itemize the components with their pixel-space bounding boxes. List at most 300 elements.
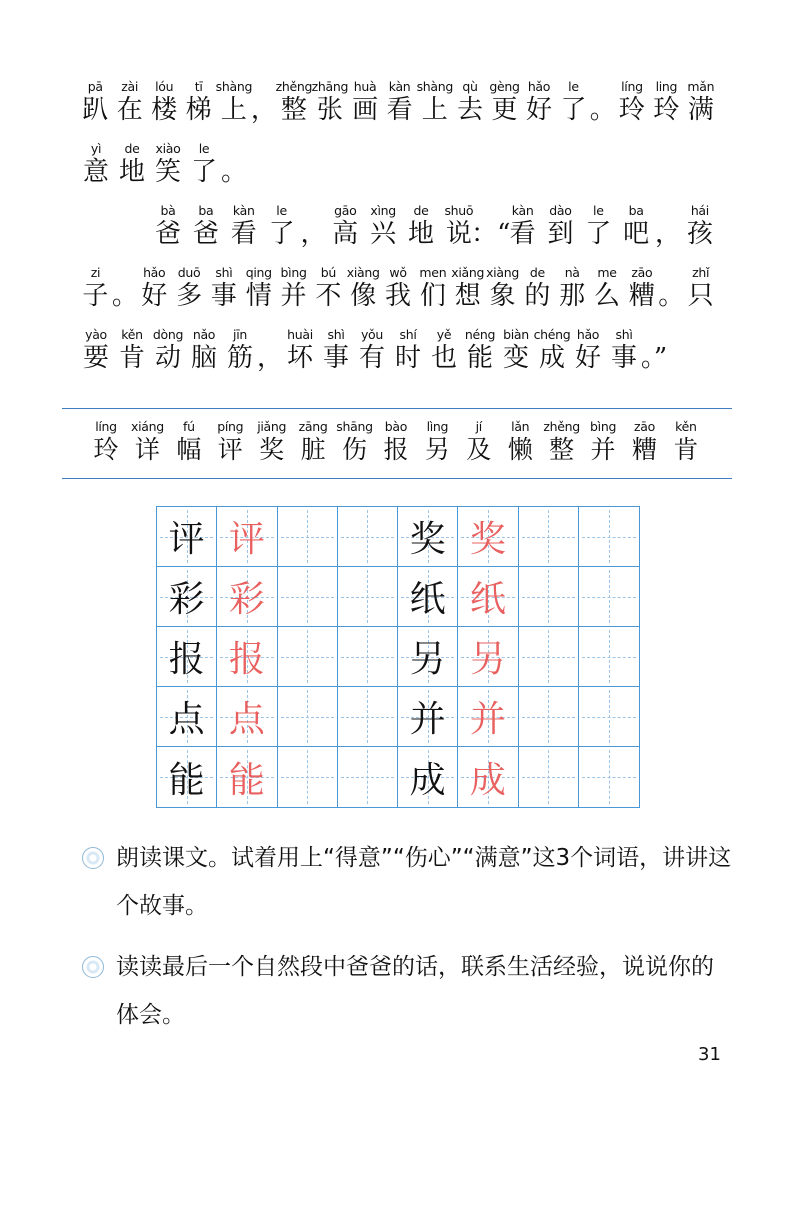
grid-cell (398, 627, 458, 687)
grid-cell (278, 567, 338, 627)
pinyin: tī (194, 79, 203, 94)
char-with-pinyin (624, 418, 664, 465)
punctuation (656, 202, 680, 264)
char-with-pinyin (500, 418, 540, 465)
char-with-pinyin (590, 264, 625, 326)
hanzi: 好 (574, 343, 601, 373)
char-with-pinyin (580, 202, 616, 264)
char-with-pinyin (264, 202, 300, 264)
grid-cell (579, 567, 639, 627)
punctuation (301, 202, 325, 264)
hanzi: 上 (421, 95, 448, 125)
pinyin: le (198, 141, 210, 156)
hanzi: 懒 (507, 435, 533, 464)
char-with-pinyin (485, 264, 520, 326)
pinyin: kàn (388, 79, 411, 94)
hanzi: 另 (424, 435, 450, 464)
char-with-pinyin (78, 264, 113, 326)
hanzi: 。 (589, 95, 616, 125)
hanzi: 评 (217, 435, 243, 464)
char-with-pinyin (226, 202, 262, 264)
char-with-pinyin (615, 78, 649, 140)
model-character: 彩 (168, 579, 205, 620)
pinyin: bào (384, 419, 408, 434)
question-icon (82, 847, 104, 869)
hanzi: 事 (210, 281, 237, 311)
char-with-pinyin (415, 264, 450, 326)
bottom-rule (62, 478, 732, 479)
hanzi: 时 (394, 343, 421, 373)
grid-cell (217, 627, 277, 687)
hanzi: 玲 (93, 435, 119, 464)
hanzi: ：“ (471, 219, 511, 249)
hanzi: 张 (316, 95, 343, 125)
hanzi: 。 (221, 157, 248, 187)
hanzi: 上 (220, 95, 247, 125)
punctuation (258, 326, 282, 388)
punctuation (222, 140, 246, 202)
char-with-pinyin (505, 202, 541, 264)
pinyin: duō (177, 265, 201, 280)
hanzi: 变 (502, 343, 529, 373)
grid-cell (217, 687, 277, 747)
grid-cell (458, 687, 518, 747)
story-text (78, 78, 718, 388)
trace-character: 点 (228, 699, 265, 740)
pinyin: kěn (121, 327, 143, 342)
char-with-pinyin (172, 264, 207, 326)
hanzi: 玲 (618, 95, 645, 125)
char-with-pinyin (169, 418, 209, 465)
grid-cell (338, 687, 398, 747)
hanzi: 孩 (686, 219, 713, 249)
question-1 (82, 834, 732, 930)
char-with-pinyin (498, 326, 534, 388)
punctuation (642, 326, 666, 388)
punctuation (113, 264, 137, 326)
pinyin: zāng (298, 419, 328, 434)
pinyin: shì (327, 327, 345, 342)
grid-cell (278, 747, 338, 807)
hanzi: 了 (268, 219, 295, 249)
punctuation (471, 202, 511, 264)
pinyin: zāo (633, 419, 655, 434)
hanzi: 要 (82, 343, 109, 373)
story-line (78, 326, 718, 388)
grid-cell (217, 747, 277, 807)
hanzi: 奖 (259, 435, 285, 464)
hanzi: 么 (594, 281, 621, 311)
char-with-pinyin (282, 326, 318, 388)
pinyin: nà (564, 265, 580, 280)
punctuation (591, 78, 615, 140)
grid-cell (338, 507, 398, 567)
hanzi: 像 (350, 281, 377, 311)
hanzi: 那 (559, 281, 586, 311)
hanzi: 成 (538, 343, 565, 373)
char-with-pinyin (147, 78, 181, 140)
pinyin: kàn (232, 203, 255, 218)
hanzi: 肯 (118, 343, 145, 373)
char-with-pinyin (534, 326, 570, 388)
char-with-pinyin (682, 202, 718, 264)
pinyin: de (529, 265, 545, 280)
hanzi: 吧 (623, 219, 650, 249)
grid-cell (458, 567, 518, 627)
pinyin: bú (320, 265, 337, 280)
grid-cell (157, 507, 217, 567)
punctuation (659, 264, 683, 326)
char-with-pinyin (114, 140, 150, 202)
grid-cell (338, 567, 398, 627)
writing-grid (156, 506, 640, 808)
grid-cell (398, 507, 458, 567)
hanzi: 好 (525, 95, 552, 125)
pinyin: shí (399, 327, 417, 342)
char-with-pinyin (112, 78, 146, 140)
char-with-pinyin (556, 78, 590, 140)
grid-cell (398, 747, 458, 807)
pinyin: kàn (511, 203, 534, 218)
pinyin: shāng (336, 419, 373, 434)
char-with-pinyin (365, 202, 401, 264)
char-with-pinyin (222, 326, 258, 388)
pinyin: pā (87, 79, 103, 94)
pinyin: zài (121, 79, 139, 94)
grid-cell (398, 567, 458, 627)
hanzi: 脑 (190, 343, 217, 373)
hanzi: 。” (640, 343, 668, 373)
char-with-pinyin (276, 78, 312, 140)
hanzi: 并 (280, 281, 307, 311)
pinyin: líng (621, 79, 643, 94)
pinyin: shàng (215, 79, 253, 94)
grid-cell (579, 627, 639, 687)
hanzi: 伤 (342, 435, 368, 464)
pinyin: zi (90, 265, 101, 280)
char-with-pinyin (312, 78, 348, 140)
hanzi: 幅 (176, 435, 202, 464)
model-character: 评 (168, 519, 205, 560)
grid-cell (217, 507, 277, 567)
pinyin: hǎo (527, 79, 551, 94)
char-with-pinyin (210, 418, 250, 465)
pinyin: hái (690, 203, 709, 218)
pinyin: bìng (590, 419, 617, 434)
pinyin: xiáng (130, 419, 164, 434)
pinyin: kěn (675, 419, 697, 434)
model-character: 成 (409, 759, 446, 801)
trace-character: 成 (469, 759, 506, 801)
hanzi: 意 (82, 157, 109, 187)
char-with-pinyin (417, 78, 453, 140)
char-with-pinyin (252, 418, 292, 465)
hanzi: 更 (491, 95, 518, 125)
question-2-text: 读读最后一个自然段中爸爸的话，联系生活经验，说说你的体会。 (116, 954, 714, 1028)
hanzi: 地 (408, 219, 435, 249)
pinyin: ba (628, 203, 644, 218)
char-with-pinyin (276, 264, 311, 326)
pinyin: yì (90, 141, 102, 156)
char-with-pinyin (570, 326, 606, 388)
pinyin: néng (464, 327, 496, 342)
pinyin: zhěng (543, 419, 580, 434)
hanzi: 。 (658, 281, 685, 311)
char-with-pinyin (542, 418, 582, 465)
grid-cell (458, 627, 518, 687)
pinyin: lóu (155, 79, 174, 94)
char-with-pinyin (583, 418, 623, 465)
char-with-pinyin (382, 78, 416, 140)
pinyin: shàng (416, 79, 454, 94)
story-line (78, 264, 718, 326)
model-character: 纸 (409, 579, 446, 620)
char-with-pinyin (618, 202, 654, 264)
pinyin: jiǎng (257, 419, 287, 434)
pinyin: xiàng (486, 265, 519, 280)
hanzi: 说 (445, 219, 472, 249)
char-with-pinyin (606, 326, 642, 388)
grid-cell (519, 507, 579, 567)
model-character: 另 (409, 639, 446, 680)
pinyin: yě (436, 327, 452, 342)
pinyin: biàn (503, 327, 529, 342)
trace-character: 评 (228, 519, 265, 560)
model-character: 报 (168, 639, 205, 680)
grid-cell (579, 747, 639, 807)
hanzi: 并 (590, 435, 616, 464)
char-with-pinyin (450, 264, 485, 326)
hanzi: 糟 (631, 435, 657, 464)
char-with-pinyin (624, 264, 659, 326)
hanzi: 到 (547, 219, 574, 249)
char-with-pinyin (649, 78, 683, 140)
pinyin: xìng (370, 203, 396, 218)
char-with-pinyin (684, 78, 718, 140)
char-with-pinyin (293, 418, 333, 465)
pinyin: huà (353, 79, 377, 94)
trace-character: 并 (469, 699, 506, 740)
pinyin: nǎo (192, 327, 216, 342)
hanzi: ， (250, 95, 277, 125)
pinyin: me (597, 265, 617, 280)
pinyin: chéng (533, 327, 571, 342)
hanzi: 肯 (673, 435, 699, 464)
char-with-pinyin (542, 202, 578, 264)
char-with-pinyin (487, 78, 521, 140)
hanzi: 有 (358, 343, 385, 373)
hanzi: 子 (82, 281, 109, 311)
grid-cell (157, 747, 217, 807)
hanzi: 事 (322, 343, 349, 373)
hanzi: 了 (190, 157, 217, 187)
hanzi: 趴 (82, 95, 109, 125)
grid-cell (519, 567, 579, 627)
char-with-pinyin (327, 202, 363, 264)
char-with-pinyin (376, 418, 416, 465)
hanzi: 们 (419, 281, 446, 311)
punctuation (252, 78, 276, 140)
hanzi: 事 (610, 343, 637, 373)
hanzi: 能 (466, 343, 493, 373)
hanzi: 动 (154, 343, 181, 373)
pinyin: gèng (489, 79, 520, 94)
char-with-pinyin (186, 326, 222, 388)
hanzi: 爸 (192, 219, 219, 249)
hanzi: 不 (315, 281, 342, 311)
pinyin: shuō (444, 203, 474, 218)
hanzi: 了 (585, 219, 612, 249)
hanzi: 糟 (628, 281, 655, 311)
pinyin: shì (215, 265, 233, 280)
pinyin: le (593, 203, 604, 218)
char-with-pinyin (150, 326, 186, 388)
pinyin: hǎo (143, 265, 166, 280)
grid-cell (519, 627, 579, 687)
model-character: 能 (168, 759, 205, 801)
pinyin: xiǎng (451, 265, 485, 280)
pinyin: ba (198, 203, 214, 218)
grid-cell (579, 687, 639, 747)
char-with-pinyin (78, 78, 112, 140)
pinyin: le (568, 79, 579, 94)
pinyin: dòng (152, 327, 184, 342)
hanzi: 象 (489, 281, 516, 311)
grid-cell (157, 627, 217, 687)
char-with-pinyin (666, 418, 706, 465)
new-characters-row (86, 418, 706, 465)
hanzi: 玲 (653, 95, 680, 125)
grid-cell (458, 747, 518, 807)
grid-cell (579, 507, 639, 567)
char-with-pinyin (127, 418, 167, 465)
question-2 (82, 943, 732, 1039)
char-with-pinyin (150, 202, 186, 264)
pinyin: qing (245, 265, 272, 280)
hanzi: 只 (687, 281, 714, 311)
pinyin: jīn (233, 327, 247, 342)
pinyin: zhěng (275, 79, 313, 94)
char-with-pinyin (78, 140, 114, 202)
char-with-pinyin (181, 78, 215, 140)
char-with-pinyin (335, 418, 375, 465)
model-character: 并 (409, 699, 446, 740)
pinyin: bà (160, 203, 176, 218)
pinyin: dào (549, 203, 572, 218)
hanzi: 画 (352, 95, 379, 125)
hanzi: 脏 (300, 435, 326, 464)
hanzi: 坏 (286, 343, 313, 373)
pinyin: de (413, 203, 429, 218)
page-number: 31 (698, 1044, 721, 1065)
hanzi: 在 (116, 95, 143, 125)
pinyin: zāo (631, 265, 653, 280)
pinyin: le (276, 203, 287, 218)
char-with-pinyin (137, 264, 172, 326)
pinyin: líng (95, 419, 117, 434)
char-with-pinyin (555, 264, 590, 326)
char-with-pinyin (390, 326, 426, 388)
hanzi: 爸 (154, 219, 181, 249)
char-with-pinyin (462, 326, 498, 388)
char-with-pinyin (346, 264, 381, 326)
char-with-pinyin (520, 264, 555, 326)
hanzi: 及 (466, 435, 492, 464)
grid-cell (338, 627, 398, 687)
char-with-pinyin (150, 140, 186, 202)
char-with-pinyin (354, 326, 390, 388)
hanzi: 筋 (226, 343, 253, 373)
trace-character: 另 (469, 639, 506, 680)
hanzi: 的 (524, 281, 551, 311)
hanzi: 多 (176, 281, 203, 311)
hanzi: 兴 (370, 219, 397, 249)
hanzi: ， (655, 219, 682, 249)
hanzi: 笑 (154, 157, 181, 187)
pinyin: shì (615, 327, 633, 342)
hanzi: 情 (245, 281, 272, 311)
char-with-pinyin (311, 264, 346, 326)
hanzi: 我 (385, 281, 412, 311)
pinyin: yào (85, 327, 107, 342)
story-line (78, 78, 718, 140)
question-icon (82, 956, 104, 978)
grid-cell (519, 687, 579, 747)
trace-character: 奖 (469, 519, 506, 560)
pinyin: qù (462, 79, 478, 94)
pinyin: lǎn (511, 419, 530, 434)
hanzi: 了 (560, 95, 587, 125)
pinyin: gāo (334, 203, 357, 218)
pinyin: xiàng (346, 265, 380, 280)
grid-cell (278, 507, 338, 567)
char-with-pinyin (403, 202, 439, 264)
char-with-pinyin (683, 264, 718, 326)
hanzi: 梯 (185, 95, 212, 125)
story-line (78, 202, 718, 264)
pinyin: mǎn (687, 79, 715, 94)
char-with-pinyin (206, 264, 241, 326)
pinyin: fú (182, 419, 195, 434)
trace-character: 彩 (228, 579, 265, 620)
char-with-pinyin (318, 326, 354, 388)
pinyin: píng (217, 419, 244, 434)
char-with-pinyin (522, 78, 556, 140)
pinyin: ling (655, 79, 678, 94)
grid-cell (458, 507, 518, 567)
question-1-text: 朗读课文。试着用上“得意”“伤心”“满意”这3个词语，讲讲这个故事。 (116, 845, 732, 919)
pinyin: zhāng (311, 79, 349, 94)
char-with-pinyin (426, 326, 462, 388)
grid-cell (157, 567, 217, 627)
trace-character: 报 (228, 639, 265, 680)
pinyin: hǎo (576, 327, 600, 342)
hanzi: 满 (687, 95, 714, 125)
hanzi: 看 (230, 219, 257, 249)
pinyin: men (419, 265, 447, 280)
top-rule (62, 408, 732, 409)
hanzi: 报 (383, 435, 409, 464)
char-with-pinyin (186, 140, 222, 202)
hanzi: 整 (280, 95, 307, 125)
hanzi: 楼 (151, 95, 178, 125)
pinyin: zhǐ (692, 265, 710, 280)
char-with-pinyin (381, 264, 416, 326)
hanzi: ， (257, 343, 284, 373)
grid-cell (217, 567, 277, 627)
hanzi: ， (300, 219, 327, 249)
pinyin: lìng (426, 419, 449, 434)
